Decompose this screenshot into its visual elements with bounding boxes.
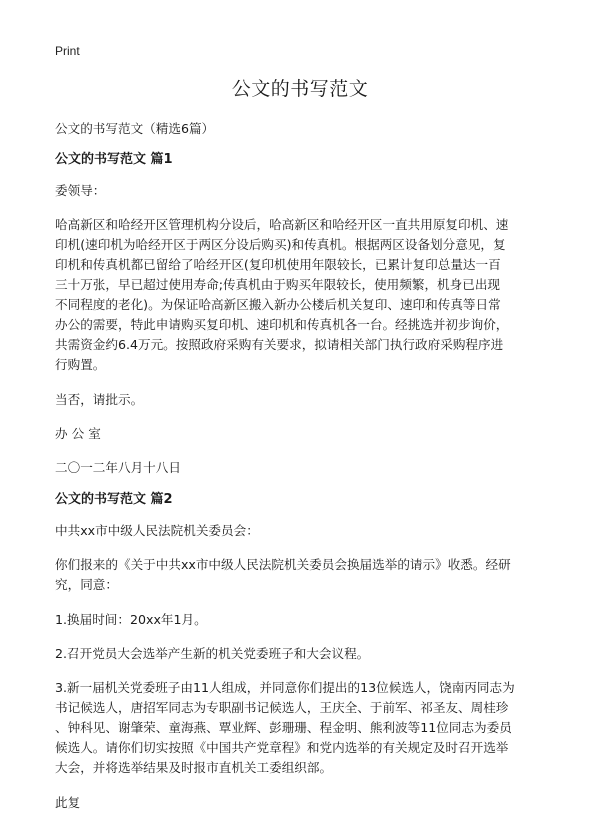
- section-2-heading: 公文的书写范文 篇2: [55, 492, 173, 507]
- section-1-salutation: 委领导：: [55, 183, 106, 198]
- print-link[interactable]: Print: [55, 44, 80, 58]
- document-subtitle: 公文的书写范文（精选6篇）: [55, 121, 215, 136]
- section-2-closing: 此复: [55, 795, 81, 810]
- section-1-date: 二〇一二年八月十八日: [55, 460, 181, 475]
- section-2-item-2: 2.召开党员大会选举产生新的机关党委班子和大会议程。: [55, 646, 370, 661]
- page-title: 公文的书写范文: [231, 78, 369, 100]
- section-2-item-1: 1.换届时间：20xx年1月。: [55, 612, 207, 627]
- section-2-body-intro: 你们报来的《关于中共xx市中级人民法院机关委员会换届选举的请示》收悉。经研 究，同意：: [55, 557, 511, 592]
- section-1-heading: 公文的书写范文 篇1: [55, 152, 173, 167]
- section-2-salutation: 中共xx市中级人民法院机关委员会：: [55, 523, 259, 538]
- section-1-body: 哈高新区和哈经开区管理机构分设后，哈高新区和哈经开区一直共用原复印机、速 印机(速印机为哈经开区于两区分设后购买)和传真机。根据两区设备划分意见，复 印机和传真机都已留给了哈经开区(复印机使用年限较长，已累计复印总量达一百 三十万张，早已超过使用寿命;传真机由于购买年限较长，使用频繁，机身已出现 不同程度的老化)。为保证哈高新区搬入新办公楼后机关复印、速印和传真等日常 办公的需要，特此申请购买复印机、速印机和传真机各一台。经挑选并初步询价， 共需资金约6.4万元。按照政府采购有关要求，拟请相关部门执行政府采购程序进 行购置。: [55, 217, 509, 372]
- section-2-item-3: 3.新一届机关党委班子由11人组成，并同意你们提出的13位候选人，饶南丙同志为 书记候选人，唐招军同志为专职副书记候选人，王庆全、于前军、祁圣友、周桂珍 、钟科见、谢肇荣、童海燕、覃业辉、彭珊珊、程金明、熊利波等11位同志为委员 候选人。请你们切实按照《中国共产党章程》和党内选举的有关规定及时召开选举 大会，并将选举结果及时报市直机关工委组织部。: [55, 680, 515, 775]
- section-1-signature: 办 公 室: [55, 426, 101, 441]
- section-1-closing: 当否，请批示。: [55, 392, 144, 407]
